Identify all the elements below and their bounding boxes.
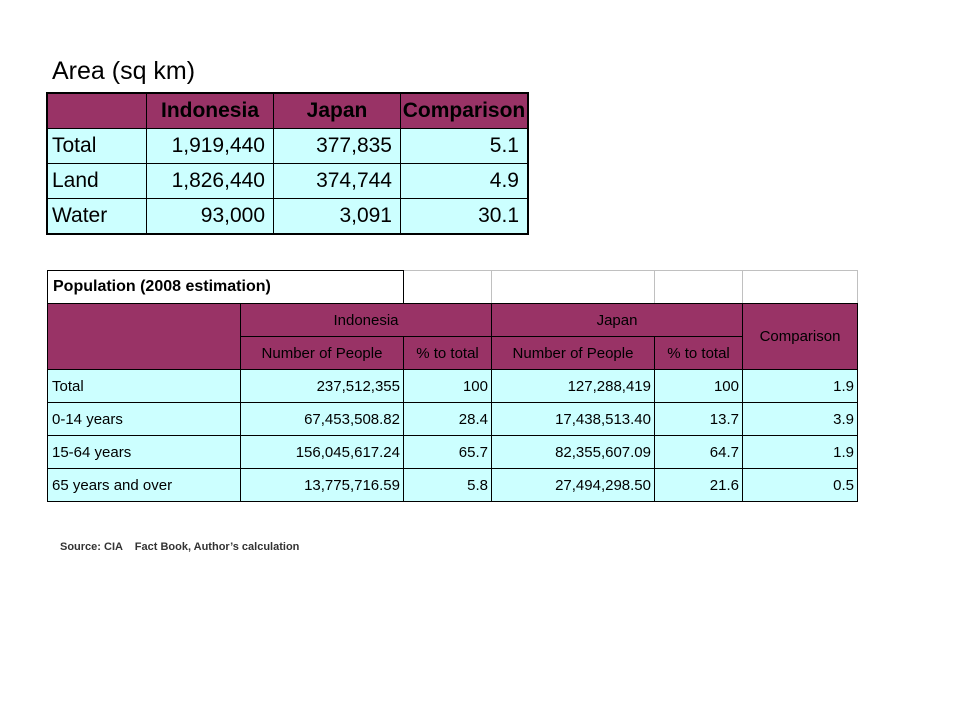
population-header-corner bbox=[48, 304, 241, 370]
table-cell: 374,744 bbox=[274, 164, 401, 199]
table-cell: 127,288,419 bbox=[492, 370, 655, 403]
table-cell: 65.7 bbox=[404, 436, 492, 469]
table-cell: 1.9 bbox=[743, 436, 858, 469]
table-row bbox=[47, 129, 528, 164]
table-cell: 3,091 bbox=[274, 199, 401, 235]
empty-cell bbox=[492, 271, 655, 304]
table-cell: 0.5 bbox=[743, 469, 858, 502]
area-col-header: Indonesia bbox=[147, 93, 274, 129]
table-row bbox=[48, 403, 858, 436]
comparison-header: Comparison bbox=[743, 304, 858, 370]
population-title-row bbox=[48, 271, 858, 304]
table-cell: 100 bbox=[655, 370, 743, 403]
table-row bbox=[47, 199, 528, 235]
subheader: % to total bbox=[404, 337, 492, 370]
table-cell: 3.9 bbox=[743, 403, 858, 436]
table-cell: 4.9 bbox=[401, 164, 529, 199]
table-cell: 5.8 bbox=[404, 469, 492, 502]
area-col-header: Japan bbox=[274, 93, 401, 129]
table-cell: 156,045,617.24 bbox=[241, 436, 404, 469]
empty-cell bbox=[743, 271, 858, 304]
population-title: Population (2008 estimation) bbox=[48, 271, 404, 304]
area-table bbox=[46, 92, 529, 235]
table-row bbox=[48, 370, 858, 403]
table-cell: 67,453,508.82 bbox=[241, 403, 404, 436]
table-cell: 28.4 bbox=[404, 403, 492, 436]
area-col-header: Comparison bbox=[401, 93, 529, 129]
subheader: Number of People bbox=[241, 337, 404, 370]
row-label: Total bbox=[48, 370, 241, 403]
table-cell: 93,000 bbox=[147, 199, 274, 235]
table-cell: 64.7 bbox=[655, 436, 743, 469]
table-cell: 100 bbox=[404, 370, 492, 403]
row-label: 15-64 years bbox=[48, 436, 241, 469]
table-cell: 1.9 bbox=[743, 370, 858, 403]
table-cell: 1,919,440 bbox=[147, 129, 274, 164]
population-group-row bbox=[48, 304, 858, 337]
subheader: % to total bbox=[655, 337, 743, 370]
row-label: 65 years and over bbox=[48, 469, 241, 502]
empty-cell bbox=[655, 271, 743, 304]
row-label: Water bbox=[47, 199, 147, 235]
source-note: Source: CIA Fact Book, Author’s calculation bbox=[60, 541, 300, 553]
table-row bbox=[47, 164, 528, 199]
table-cell: 17,438,513.40 bbox=[492, 403, 655, 436]
group-header: Indonesia bbox=[241, 304, 492, 337]
table-cell: 21.6 bbox=[655, 469, 743, 502]
row-label: 0-14 years bbox=[48, 403, 241, 436]
area-header-corner bbox=[47, 93, 147, 129]
area-header-row bbox=[47, 93, 528, 129]
table-cell: 13,775,716.59 bbox=[241, 469, 404, 502]
subheader: Number of People bbox=[492, 337, 655, 370]
table-cell: 27,494,298.50 bbox=[492, 469, 655, 502]
population-table bbox=[47, 270, 858, 502]
row-label: Land bbox=[47, 164, 147, 199]
table-cell: 13.7 bbox=[655, 403, 743, 436]
table-cell: 5.1 bbox=[401, 129, 529, 164]
table-row bbox=[48, 436, 858, 469]
table-cell: 1,826,440 bbox=[147, 164, 274, 199]
table-cell: 82,355,607.09 bbox=[492, 436, 655, 469]
table-cell: 30.1 bbox=[401, 199, 529, 235]
table-row bbox=[48, 469, 858, 502]
table-cell: 377,835 bbox=[274, 129, 401, 164]
area-title: Area (sq km) bbox=[52, 57, 196, 85]
empty-cell bbox=[404, 271, 492, 304]
group-header: Japan bbox=[492, 304, 743, 337]
table-cell: 237,512,355 bbox=[241, 370, 404, 403]
row-label: Total bbox=[47, 129, 147, 164]
